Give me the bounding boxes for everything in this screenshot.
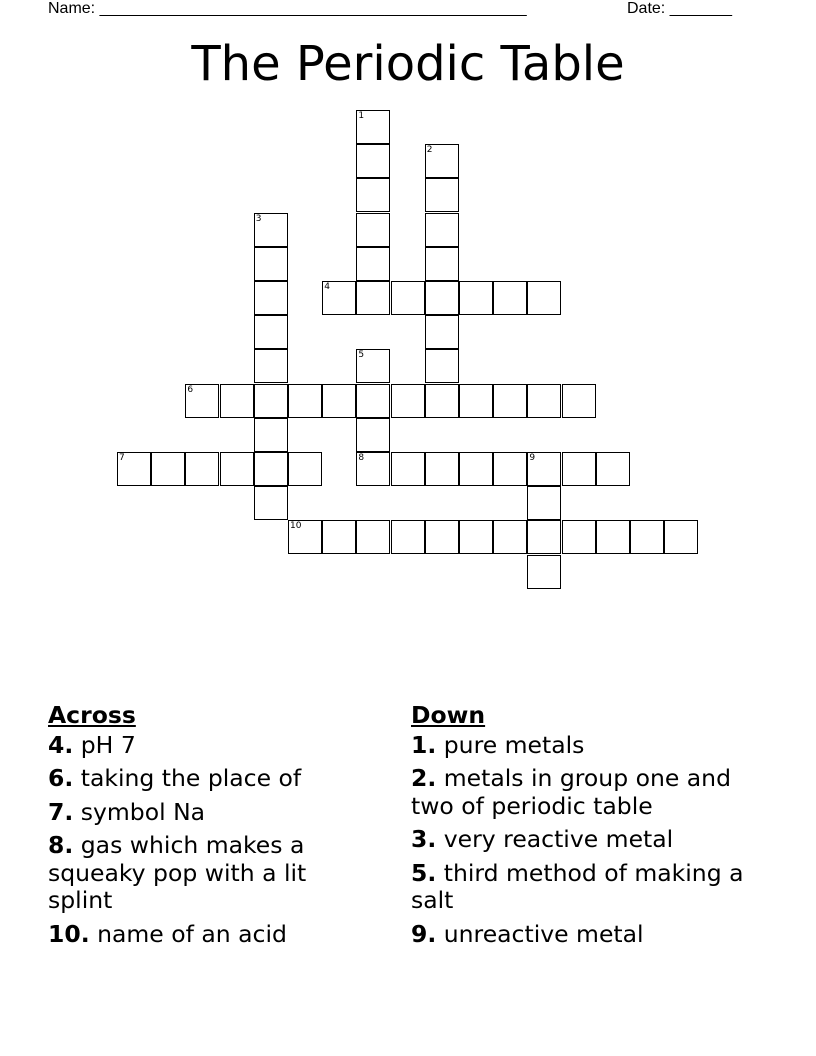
crossword-cell[interactable] [493, 384, 527, 418]
clue-number: 5. [411, 858, 437, 887]
down-clue [411, 826, 751, 854]
cell-number: 2 [426, 145, 433, 156]
down-clue [411, 860, 751, 915]
across-clues [48, 702, 368, 954]
crossword-cell[interactable] [664, 520, 698, 554]
clue-text: pH 7 [80, 730, 136, 759]
down-clue [411, 765, 751, 820]
crossword-cell[interactable] [391, 520, 425, 554]
crossword-cell[interactable] [185, 452, 219, 486]
crossword-cell[interactable] [254, 349, 288, 383]
crossword-cell[interactable] [254, 247, 288, 281]
crossword-cell[interactable] [151, 452, 185, 486]
clue-text: unreactive metal [443, 919, 644, 948]
crossword-cell[interactable] [254, 452, 288, 486]
down-clue [411, 921, 751, 949]
down-clues [411, 702, 751, 954]
down-heading: Down [411, 701, 486, 729]
crossword-cell[interactable] [356, 281, 390, 315]
clue-text: third method of making a salt [411, 858, 744, 914]
crossword-cell[interactable] [425, 281, 459, 315]
crossword-cell[interactable] [527, 555, 561, 589]
clue-number: 3. [411, 825, 437, 853]
clue-text: taking the place of [80, 764, 302, 792]
cell-number: 7 [119, 453, 125, 463]
cell-number: 10 [290, 521, 302, 532]
clue-number: 7. [48, 797, 74, 826]
across-clue [48, 832, 368, 915]
across-clue [48, 732, 368, 760]
crossword-cell[interactable] [356, 384, 390, 418]
cell-number: 9 [529, 453, 536, 463]
clue-text: very reactive metal [443, 825, 674, 853]
crossword-cell[interactable] [185, 384, 219, 418]
cell-number: 1 [358, 111, 365, 121]
cell-number: 8 [358, 453, 365, 463]
crossword-cell[interactable] [356, 178, 390, 212]
crossword-cell[interactable] [562, 384, 596, 418]
across-clue [48, 921, 368, 949]
crossword-cell[interactable] [425, 452, 459, 486]
crossword-cell[interactable] [322, 520, 356, 554]
crossword-cell[interactable] [493, 452, 527, 486]
crossword-cell[interactable] [425, 178, 459, 212]
crossword-cell[interactable] [425, 247, 459, 281]
crossword-cell[interactable] [356, 349, 390, 383]
crossword-cell[interactable] [254, 486, 288, 520]
crossword-cell[interactable] [391, 281, 425, 315]
crossword-cell[interactable] [288, 384, 322, 418]
clue-number: 2. [411, 764, 437, 792]
crossword-cell[interactable] [288, 520, 322, 554]
crossword-cell[interactable] [596, 452, 630, 486]
clue-number: 9. [411, 919, 437, 948]
clue-number: 6. [48, 764, 74, 792]
crossword-cell[interactable] [356, 520, 390, 554]
clue-number: 8. [48, 831, 74, 859]
clue-number: 1. [411, 730, 437, 759]
clue-number: 4. [48, 730, 74, 759]
crossword-cell[interactable] [630, 520, 664, 554]
date-field-label: Date: _______ [627, 0, 732, 17]
crossword-cell[interactable] [459, 281, 493, 315]
crossword-cell[interactable] [356, 418, 390, 452]
crossword-cell[interactable] [391, 384, 425, 418]
crossword-cell[interactable] [356, 247, 390, 281]
crossword-cell[interactable] [527, 520, 561, 554]
cell-number: 3 [255, 213, 262, 224]
crossword-cell[interactable] [527, 384, 561, 418]
crossword-cell[interactable] [220, 452, 254, 486]
crossword-cell[interactable] [254, 384, 288, 418]
across-heading: Across [48, 701, 136, 729]
crossword-cell[interactable] [254, 315, 288, 349]
crossword-cell[interactable] [493, 520, 527, 554]
crossword-cell[interactable] [322, 281, 356, 315]
clue-text: pure metals [443, 730, 585, 759]
clue-text: symbol Na [80, 797, 206, 826]
crossword-cell[interactable] [254, 213, 288, 247]
crossword-cell[interactable] [596, 520, 630, 554]
name-field-label: Name: ________________________________________________ [48, 0, 527, 17]
cell-number: 5 [358, 350, 365, 361]
clue-text: metals in group one and two of periodic table [411, 764, 731, 820]
crossword-cell[interactable] [288, 452, 322, 486]
cell-number: 6 [187, 384, 194, 395]
crossword-cell[interactable] [220, 384, 254, 418]
page-title: The Periodic Table [191, 36, 625, 92]
crossword-cell[interactable] [356, 452, 390, 486]
crossword-cell[interactable] [356, 110, 390, 144]
crossword-cell[interactable] [562, 452, 596, 486]
crossword-cell[interactable] [425, 315, 459, 349]
crossword-cell[interactable] [254, 281, 288, 315]
across-clue [48, 799, 368, 827]
crossword-cell[interactable] [425, 520, 459, 554]
crossword-cell[interactable] [459, 520, 493, 554]
crossword-cell[interactable] [425, 144, 459, 178]
crossword-cell[interactable] [322, 384, 356, 418]
crossword-cell[interactable] [391, 452, 425, 486]
clue-number: 10. [48, 919, 90, 948]
crossword-cell[interactable] [356, 213, 390, 247]
crossword-cell[interactable] [459, 452, 493, 486]
clue-text: name of an acid [97, 919, 287, 948]
crossword-cell[interactable] [527, 281, 561, 315]
crossword-cell[interactable] [425, 384, 459, 418]
crossword-cell[interactable] [493, 281, 527, 315]
crossword-cell[interactable] [425, 213, 459, 247]
down-clue [411, 732, 751, 760]
crossword-cell[interactable] [459, 384, 493, 418]
crossword-cell[interactable] [356, 144, 390, 178]
clue-text: gas which makes a squeaky pop with a lit splint [48, 831, 307, 914]
cell-number: 4 [324, 282, 330, 292]
crossword-cell[interactable] [527, 452, 561, 486]
across-clue [48, 765, 368, 793]
crossword-cell[interactable] [562, 520, 596, 554]
crossword-cell[interactable] [425, 349, 459, 383]
crossword-cell[interactable] [254, 418, 288, 452]
crossword-cell[interactable] [527, 486, 561, 520]
crossword-cell[interactable] [117, 452, 151, 486]
